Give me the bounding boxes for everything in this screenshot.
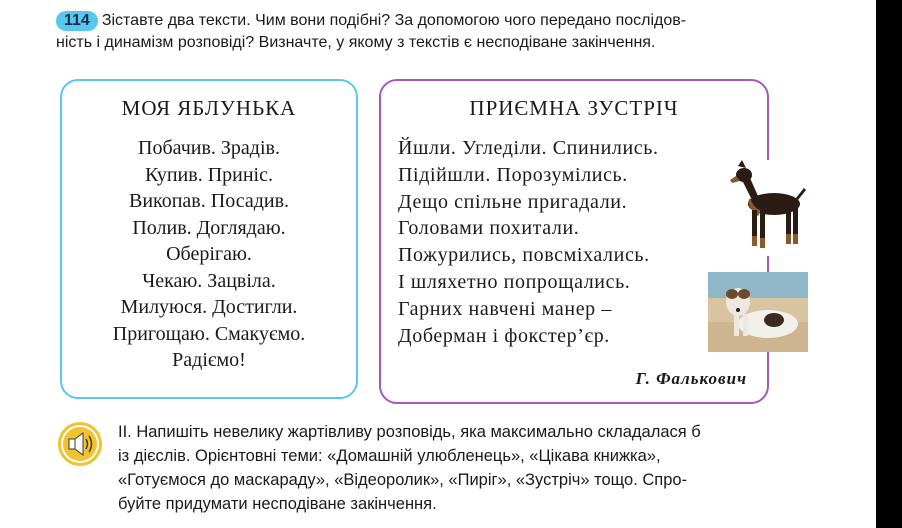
poem-lines-left: [62, 135, 356, 374]
task2-line1: ІІ. Напишіть невелику жартівливу розповідь, яка максимально складалася б: [118, 423, 701, 441]
poem-line: Головами похитали.: [398, 217, 580, 240]
task-2: [118, 420, 818, 516]
poem-line: Пожурились, повсміхались.: [398, 244, 650, 267]
page-edge-strip: [876, 0, 902, 528]
poem-line: Оберігаю.: [166, 243, 252, 265]
poem-line: Радіємо!: [172, 349, 246, 371]
poem-line: Пригощаю. Смакуємо.: [112, 322, 306, 345]
poem-line: Дещо спільне пригадали.: [398, 190, 628, 213]
text-box-left: [60, 79, 358, 399]
poem-line: І шляхетно попрощались.: [398, 270, 631, 293]
task-text-line2: ність і динамізм розповіді? Визначте, у якому з текстів є несподіване закінчення.: [56, 34, 656, 51]
task2-line3: «Готуємося до маскараду», «Відеоролик», «Пиріг», «Зустріч» тощо. Спро-: [118, 471, 688, 489]
poem-title-left: МОЯ ЯБЛУНЬКА: [121, 96, 297, 120]
poem-line: Милуюся. Достигли.: [120, 296, 298, 318]
task2-line4: буйте придумати несподіване закінчення.: [118, 495, 437, 513]
doberman-image: [728, 160, 806, 256]
poem-line: Підійшли. Порозумілись.: [398, 163, 628, 186]
poem-line: Доберман і фокстер’єр.: [398, 324, 610, 347]
poem-line: Йшли. Угледіли. Спинились.: [398, 137, 659, 159]
poem-line: Гарних навчені манер –: [398, 297, 612, 320]
poem-line: Побачив. Зрадів.: [138, 137, 280, 159]
poem-title-right: ПРИЄМНА ЗУСТРІЧ: [469, 96, 679, 120]
poem-line: Чекаю. Зацвіла.: [142, 269, 276, 292]
task-114: [56, 10, 816, 54]
poem-line: Полив. Доглядаю.: [132, 216, 286, 239]
task-number-badge: 114: [56, 11, 98, 31]
text-box-right: [379, 79, 769, 404]
task2-line2: із дієслів. Орієнтовні теми: «Домашній улюбленець», «Цікава книжка»,: [118, 447, 661, 465]
poem-line: Викопав. Посадив.: [128, 190, 290, 212]
fox-terrier-image: [708, 272, 808, 352]
poem-line: Купив. Приніс.: [145, 163, 273, 186]
poem-author: Г. Фалькович: [635, 369, 747, 388]
task-text-line1: Зіставте два тексти. Чим вони подібні? За допомогою чого передано послідов-: [101, 12, 687, 29]
speaker-icon[interactable]: [56, 420, 104, 468]
